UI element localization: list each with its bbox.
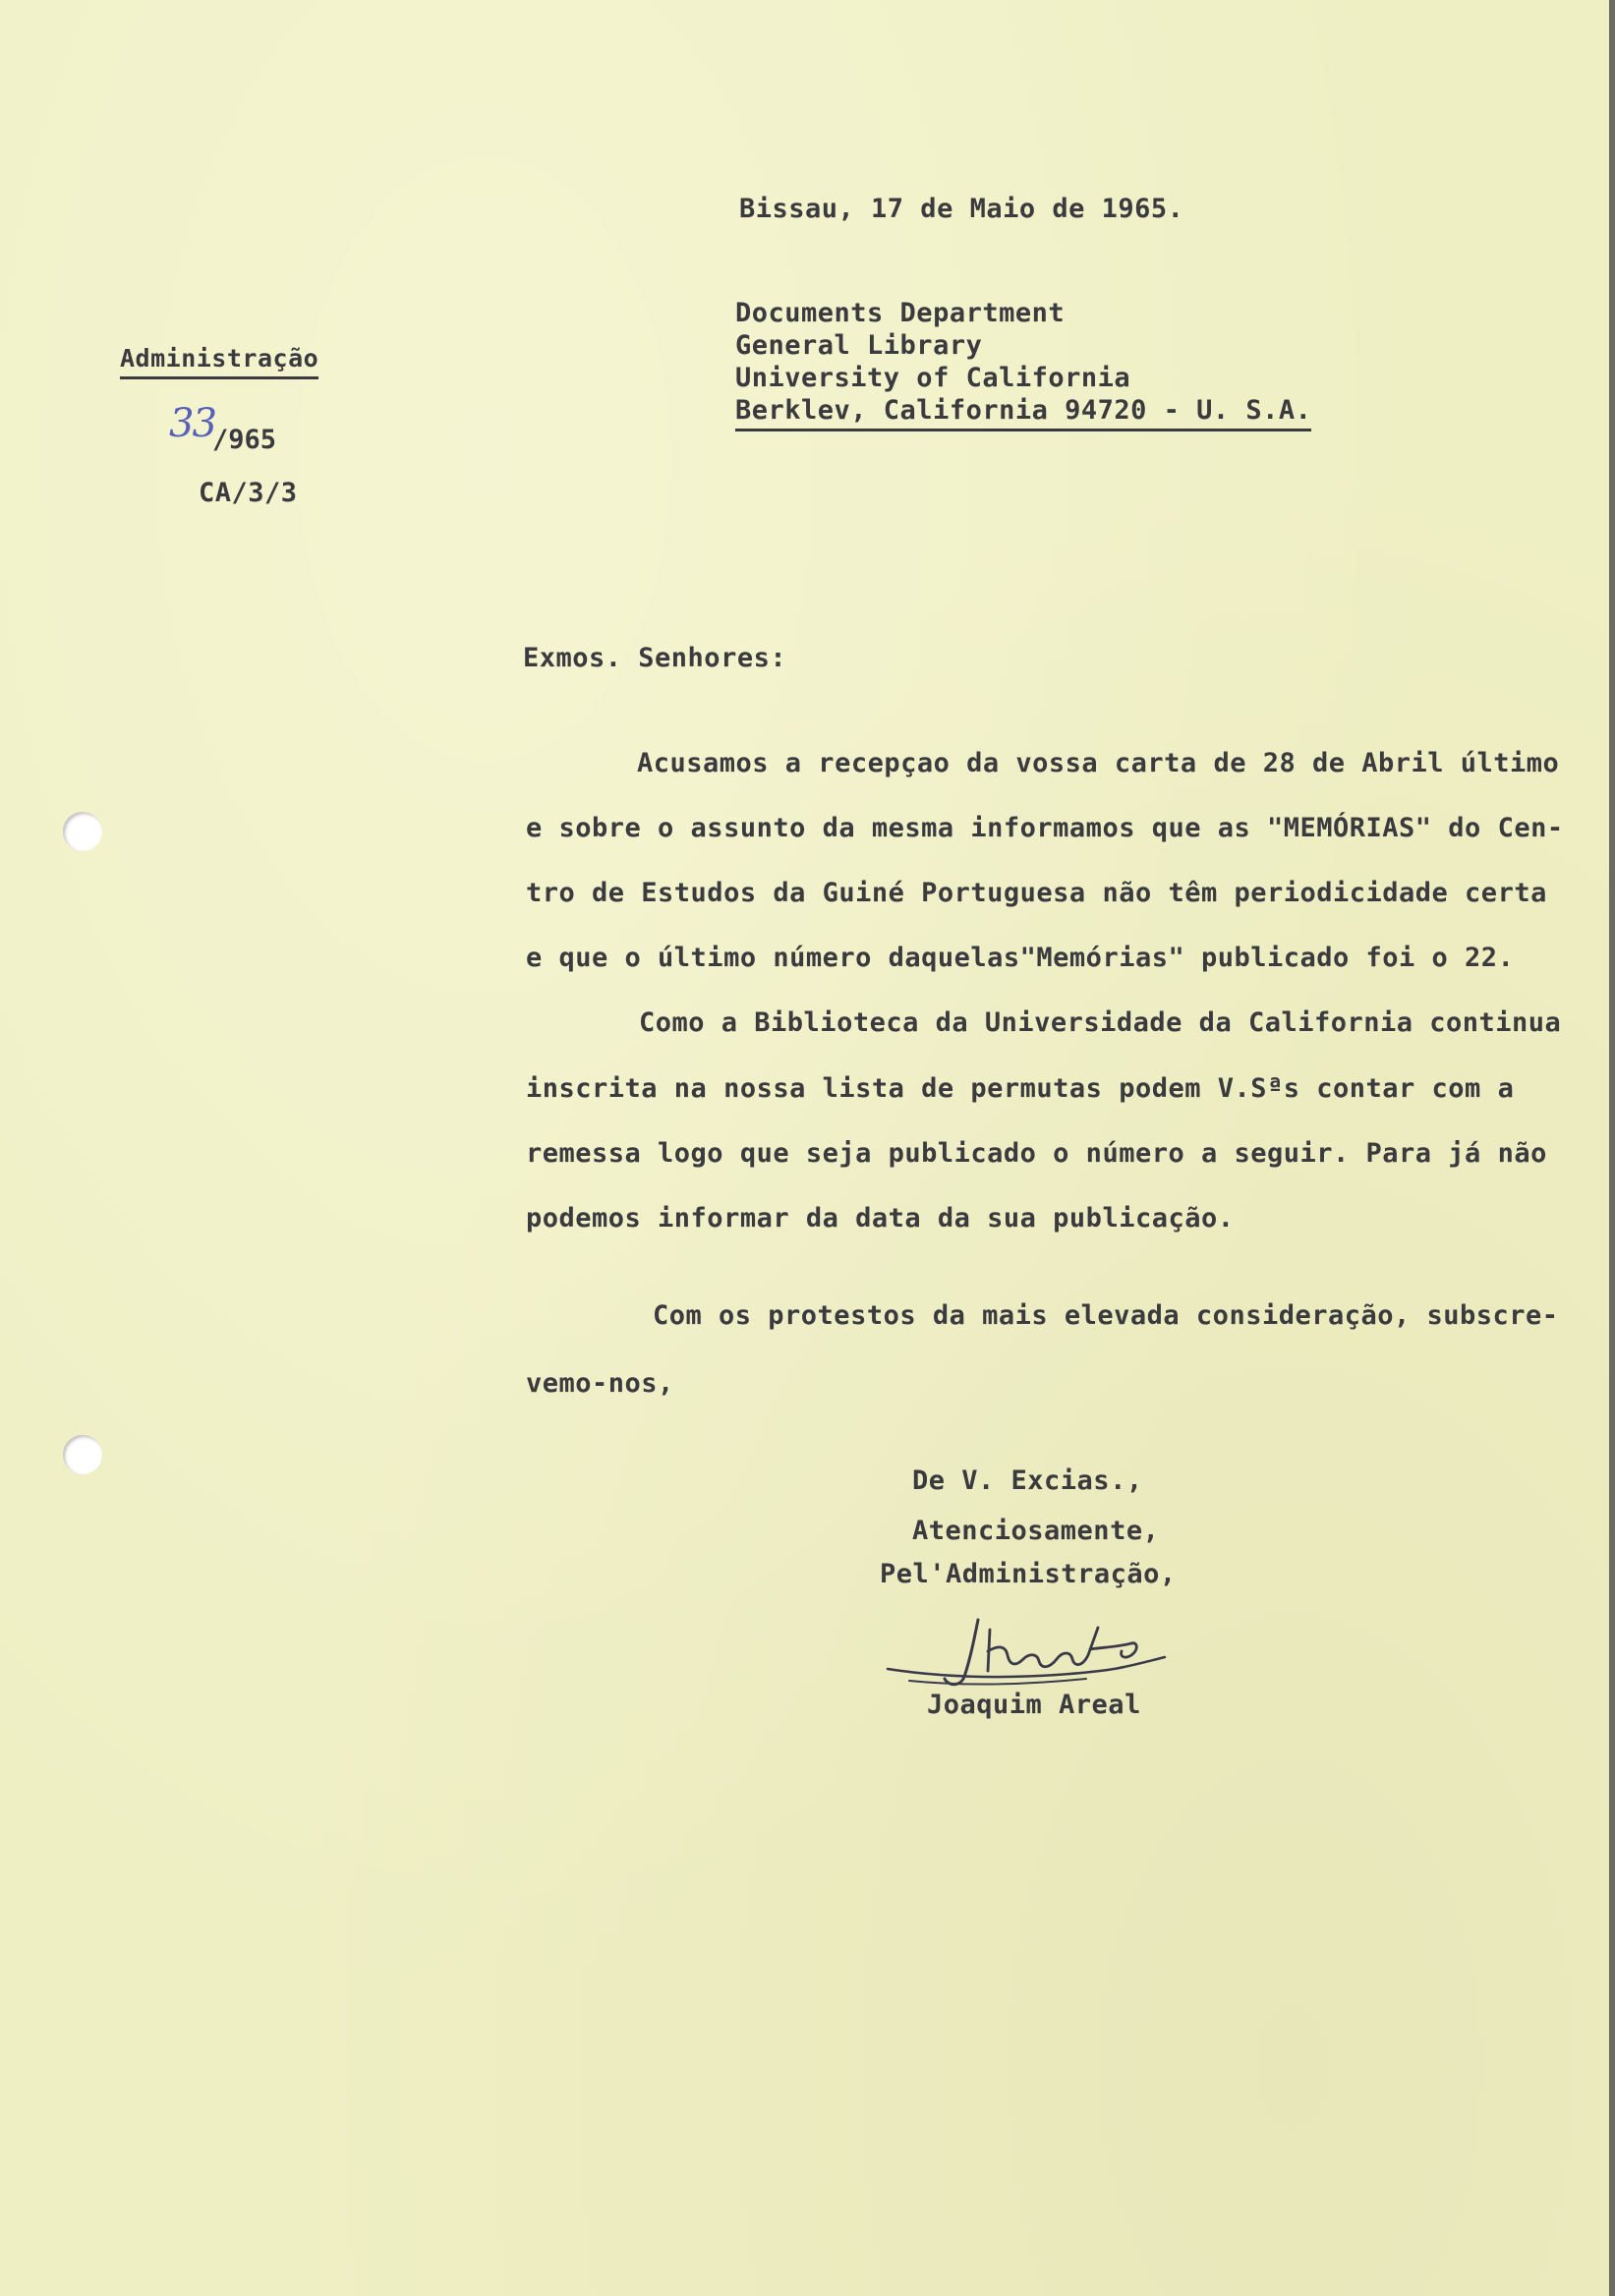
salutation: Exmos. Senhores: <box>523 643 787 673</box>
p1-line-4: e que o último número daquelas"Memórias" publicado foi o 22. <box>526 943 1515 973</box>
p3-line-2: vemo-nos, <box>526 1368 674 1399</box>
closing-line-1: De V. Excias., <box>912 1465 1143 1496</box>
signatory-name: Joaquim Areal <box>927 1690 1141 1720</box>
reference-code: CA/3/3 <box>199 478 298 508</box>
reference-department: Administração <box>120 342 318 379</box>
closing-line-3: Pel'Administração, <box>880 1559 1177 1589</box>
handwritten-signature <box>880 1600 1175 1698</box>
recipient-line-3: University of California <box>735 363 1131 393</box>
punch-hole-bottom <box>63 1435 102 1474</box>
recipient-line-4: Berklev, California 94720 - U. S.A. <box>735 394 1311 431</box>
recipient-line-1: Documents Department <box>735 298 1066 328</box>
p2-line-2: inscrita na nossa lista de permutas podem V.Sªs contar com a <box>526 1073 1515 1104</box>
reference-number-year: /965 <box>212 425 277 455</box>
p2-line-4: podemos informar da data da sua publicação. <box>526 1203 1235 1234</box>
p2-line-1: Como a Biblioteca da Universidade da California continua <box>639 1007 1562 1038</box>
page-edge <box>1609 0 1615 2296</box>
punch-hole-top <box>63 812 102 851</box>
recipient-line-2: General Library <box>735 330 983 361</box>
p1-line-1: Acusamos a recepçao da vossa carta de 28 de Abril último <box>637 748 1560 778</box>
reference-number-handwritten: 33 <box>169 401 215 446</box>
closing-line-2: Atenciosamente, <box>912 1516 1160 1546</box>
p1-line-3: tro de Estudos da Guiné Portuguesa não têm periodicidade certa <box>526 878 1547 908</box>
p3-line-1: Com os protestos da mais elevada consideração, subscre- <box>653 1300 1559 1331</box>
p2-line-3: remessa logo que seja publicado o número a seguir. Para já não <box>526 1138 1547 1169</box>
p1-line-2: e sobre o assunto da mesma informamos que as "MEMÓRIAS" do Cen- <box>526 813 1564 843</box>
place-date: Bissau, 17 de Maio de 1965. <box>739 194 1184 224</box>
